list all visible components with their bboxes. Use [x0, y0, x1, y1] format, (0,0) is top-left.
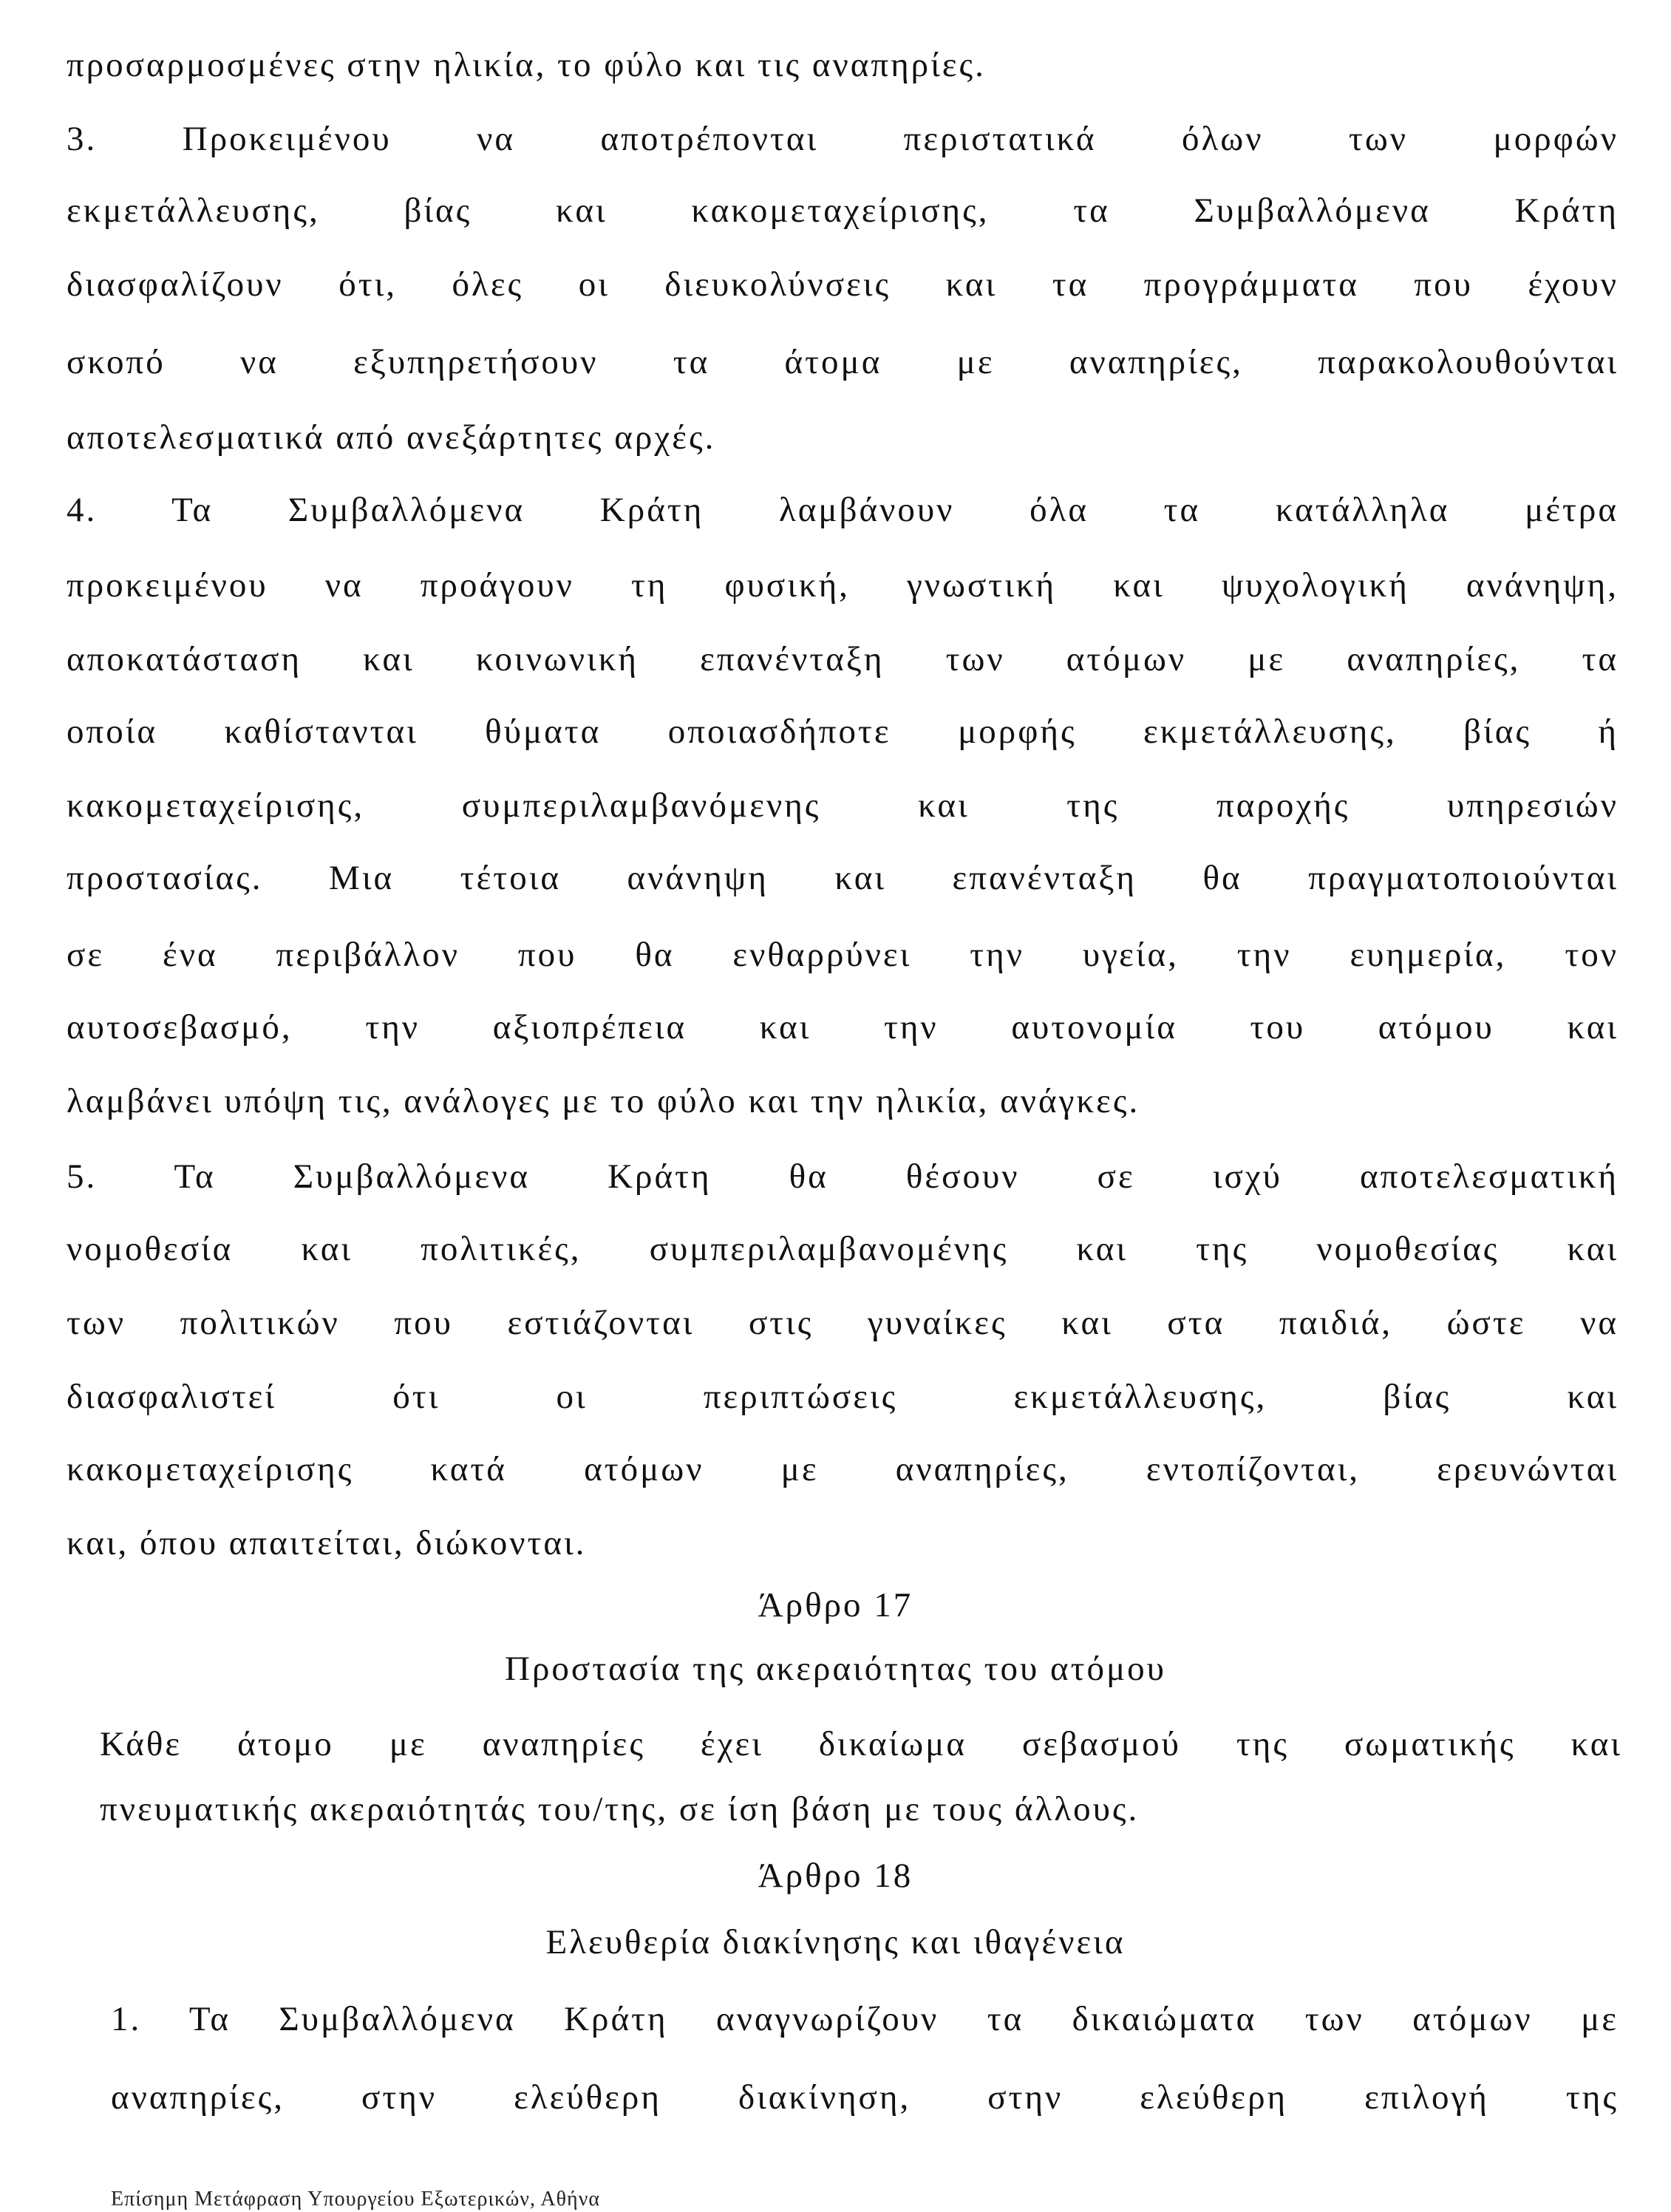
text-line: προσαρμοσμένες στην ηλικία, το φύλο και τις αναπηρίες.: [67, 46, 986, 84]
article-17-heading: Άρθρο 17: [758, 1586, 913, 1624]
page-footer: Επίσημη Μετάφραση Υπουργείου Εξωτερικών, Αθήνα: [111, 2188, 601, 2211]
text-line: 4. Τα Συμβαλλόμενα Κράτη λαμβάνουν όλα τα κατάλληλα μέτρα: [67, 491, 1619, 529]
text-line: διασφαλιστεί ότι οι περιπτώσεις εκμετάλλευσης, βίας και: [67, 1378, 1619, 1416]
text-line: σκοπό να εξυπηρετήσουν τα άτομα με αναπηρίες, παρακολουθούνται: [67, 343, 1619, 381]
text-line: νομοθεσία και πολιτικές, συμπεριλαμβανομένης και της νομοθεσίας και: [67, 1230, 1619, 1268]
text-line: πνευματικής ακεραιότητάς του/της, σε ίση βάση με τους άλλους.: [100, 1790, 1140, 1828]
text-line: αναπηρίες, στην ελεύθερη διακίνηση, στην ελεύθερη επιλογή της: [111, 2078, 1619, 2117]
text-line: και, όπου απαιτείται, διώκονται.: [67, 1524, 587, 1562]
text-line: λαμβάνει υπόψη τις, ανάλογες με το φύλο και την ηλικία, ανάγκες.: [67, 1082, 1140, 1120]
text-line: 5. Τα Συμβαλλόμενα Κράτη θα θέσουν σε ισχύ αποτελεσματική: [67, 1157, 1619, 1196]
text-line: κακομεταχείρισης κατά ατόμων με αναπηρίες, εντοπίζονται, ερευνώνται: [67, 1450, 1619, 1488]
text-line: των πολιτικών που εστιάζονται στις γυναίκες και στα παιδιά, ώστε να: [67, 1304, 1619, 1342]
text-line: αυτοσεβασμό, την αξιοπρέπεια και την αυτονομία του ατόμου και: [67, 1008, 1619, 1047]
article-17-title: Προστασία της ακεραιότητας του ατόμου: [505, 1650, 1166, 1688]
text-line: αποτελεσματικά από ανεξάρτητες αρχές.: [67, 418, 716, 457]
text-line: σε ένα περιβάλλον που θα ενθαρρύνει την υγεία, την ευημερία, τον: [67, 936, 1619, 974]
text-line: προκειμένου να προάγουν τη φυσική, γνωστική και ψυχολογική ανάνηψη,: [67, 566, 1619, 605]
text-line: διασφαλίζουν ότι, όλες οι διευκολύνσεις και τα προγράμματα που έχουν: [67, 265, 1619, 304]
text-line: προστασίας. Μια τέτοια ανάνηψη και επανένταξη θα πραγματοποιούνται: [67, 859, 1619, 897]
article-18-title: Ελευθερία διακίνησης και ιθαγένεια: [545, 1923, 1126, 1961]
text-line: 3. Προκειμένου να αποτρέπονται περιστατικά όλων των μορφών: [67, 120, 1619, 158]
text-line: κακομεταχείρισης, συμπεριλαμβανόμενης και της παροχής υπηρεσιών: [67, 786, 1619, 825]
text-line: 1. Τα Συμβαλλόμενα Κράτη αναγνωρίζουν τα δικαιώματα των ατόμων με: [111, 2000, 1619, 2038]
text-line: Κάθε άτομο με αναπηρίες έχει δικαίωμα σεβασμού της σωματικής και: [100, 1725, 1622, 1763]
text-line: οποία καθίστανται θύματα οποιασδήποτε μορφής εκμετάλλευσης, βίας ή: [67, 712, 1619, 751]
article-18-heading: Άρθρο 18: [758, 1857, 913, 1895]
text-line: αποκατάσταση και κοινωνική επανένταξη των ατόμων με αναπηρίες, τα: [67, 640, 1619, 678]
text-line: εκμετάλλευσης, βίας και κακομεταχείρισης, τα Συμβαλλόμενα Κράτη: [67, 191, 1619, 230]
